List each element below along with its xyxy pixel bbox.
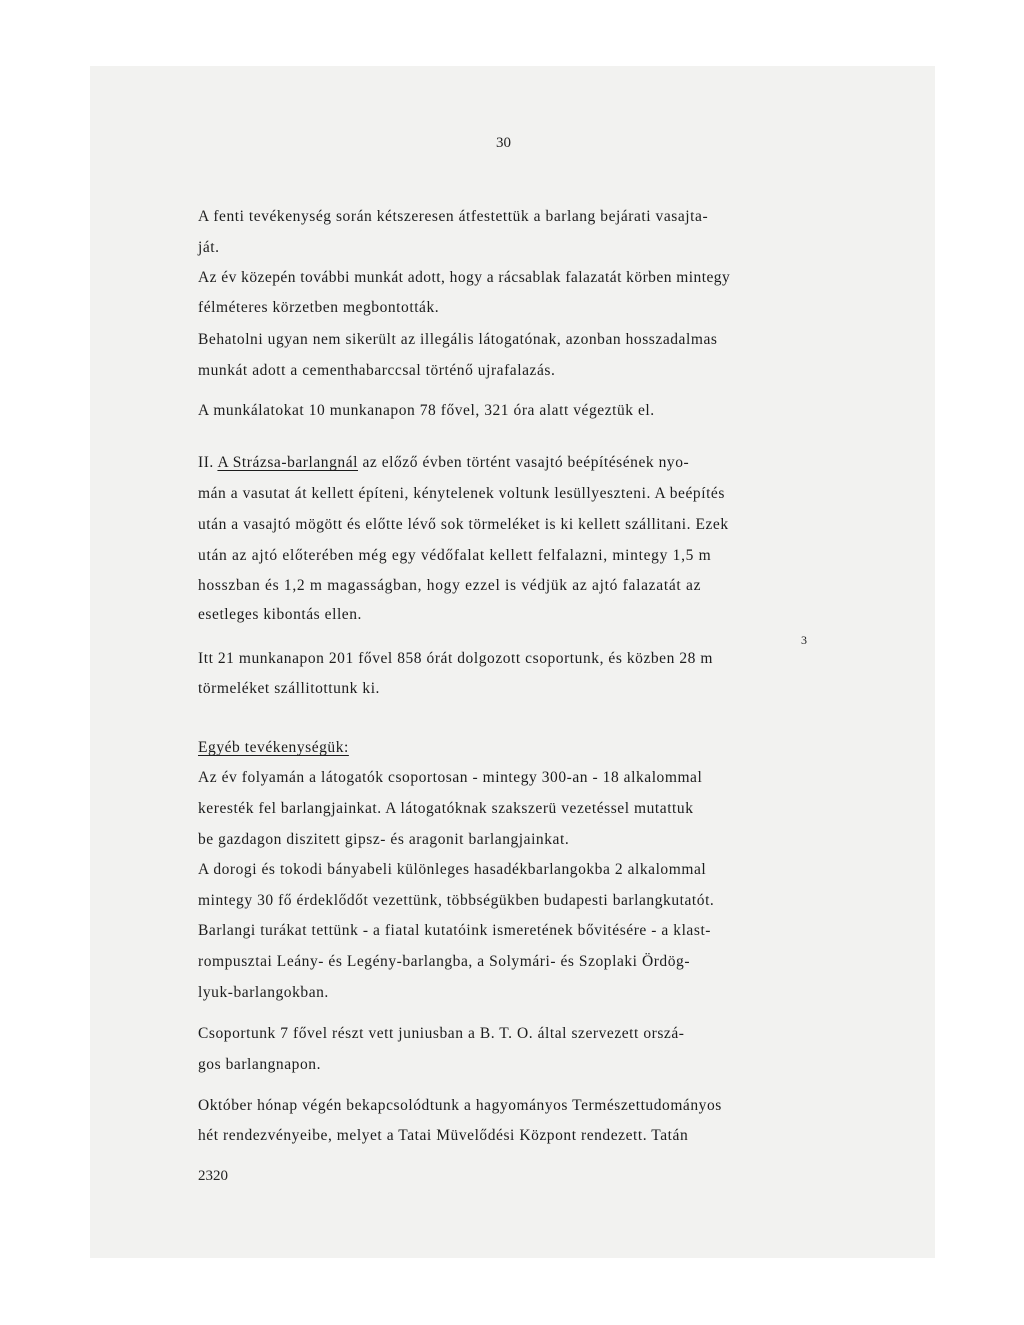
paragraph-5-line-1: Itt 21 munkanapon 201 fővel 858 órát dolgozott csoportunk, és közben 28 m [198,650,713,667]
other-p5-line-1: Október hónap végén bekapcsolódtunk a hagyományos Természettudományos [198,1097,722,1114]
section-2-line-5: hosszban és 1,2 m magasságban, hogy ezzel is védjük az ajtó falazatát az [198,577,702,594]
other-p3-line-3: lyuk-barlangokban. [198,984,329,1001]
paragraph-3-line-1: Behatolni ugyan nem sikerült az illegális látogatónak, azonban hosszadalmas [198,331,718,348]
section-2-line-1 [198,453,689,473]
section-2-line-2: mán a vasutat át kellett építeni, kénytelenek voltunk lesüllyeszteni. A beépítés [198,485,725,502]
other-p2-line-2: mintegy 30 fő érdeklődőt vezettünk, többségükben budapesti barlangkutatót. [198,892,715,909]
paragraph-1-line-1: A fenti tevékenység során kétszeresen átfestettük a barlang bejárati vasajta- [198,208,709,225]
section-2-numeral: II. [198,454,214,471]
paragraph-5-line-2: törmeléket szállitottunk ki. [198,680,380,697]
paragraph-2-line-2: félméteres körzetben megbontották. [198,299,440,316]
other-p4-line-1: Csoportunk 7 fővel részt vett juniusban a B. T. O. által szervezett orszá- [198,1025,685,1042]
other-p4-line-2: gos barlangnapon. [198,1056,321,1073]
other-p5-line-2: hét rendezvényeibe, melyet a Tatai Müvelődési Központ rendezett. Tatán [198,1127,689,1144]
paragraph-4-line-1: A munkálatokat 10 munkanapon 78 fővel, 321 óra alatt végeztük el. [198,402,655,419]
other-p1-line-2: keresték fel barlangjainkat. A látogatóknak szakszerü vezetéssel mutattuk [198,800,694,817]
section-2-line-6: esetleges kibontás ellen. [198,606,362,623]
paragraph-1-line-2: ját. [198,239,220,256]
page-number: 30 [496,135,511,151]
paragraph-3-line-2: munkát adott a cementhabarccsal történő ujrafalazás. [198,362,556,379]
other-p3-line-2: rompusztai Leány- és Legény-barlangba, a Solymári- és Szoplaki Ördög- [198,953,691,970]
footer-number: 2320 [198,1168,228,1184]
other-p1-line-3: be gazdagon diszitett gipsz- és aragonit barlangjainkat. [198,831,570,848]
other-p1-line-1: Az év folyamán a látogatók csoportosan - mintegy 300-an - 18 alkalommal [198,769,703,786]
section-2-line-4: után az ajtó előterében még egy védőfalat kellett felfalazni, mintegy 1,5 m [198,547,712,564]
section-2-line-3: után a vasajtó mögött és előtte lévő sok törmeléket is ki kellett szállitani. Ezek [198,516,729,533]
paragraph-2-line-1: Az év közepén további munkát adott, hogy a rácsablak falazatát körben mintegy [198,269,731,286]
section-2-heading: A Strázsa-barlangnál [217,454,358,471]
other-p3-line-1: Barlangi turákat tettünk - a fiatal kutatóink ismeretének bővitésére - a klast- [198,922,712,939]
section-2-line-1-rest: az előző évben történt vasajtó beépítésének nyo- [362,454,690,471]
cubic-superscript: 3 [801,633,807,647]
other-activities-heading: Egyéb tevékenységük: [198,739,349,756]
other-p2-line-1: A dorogi és tokodi bányabeli különleges hasadékbarlangokba 2 alkalommal [198,861,707,878]
